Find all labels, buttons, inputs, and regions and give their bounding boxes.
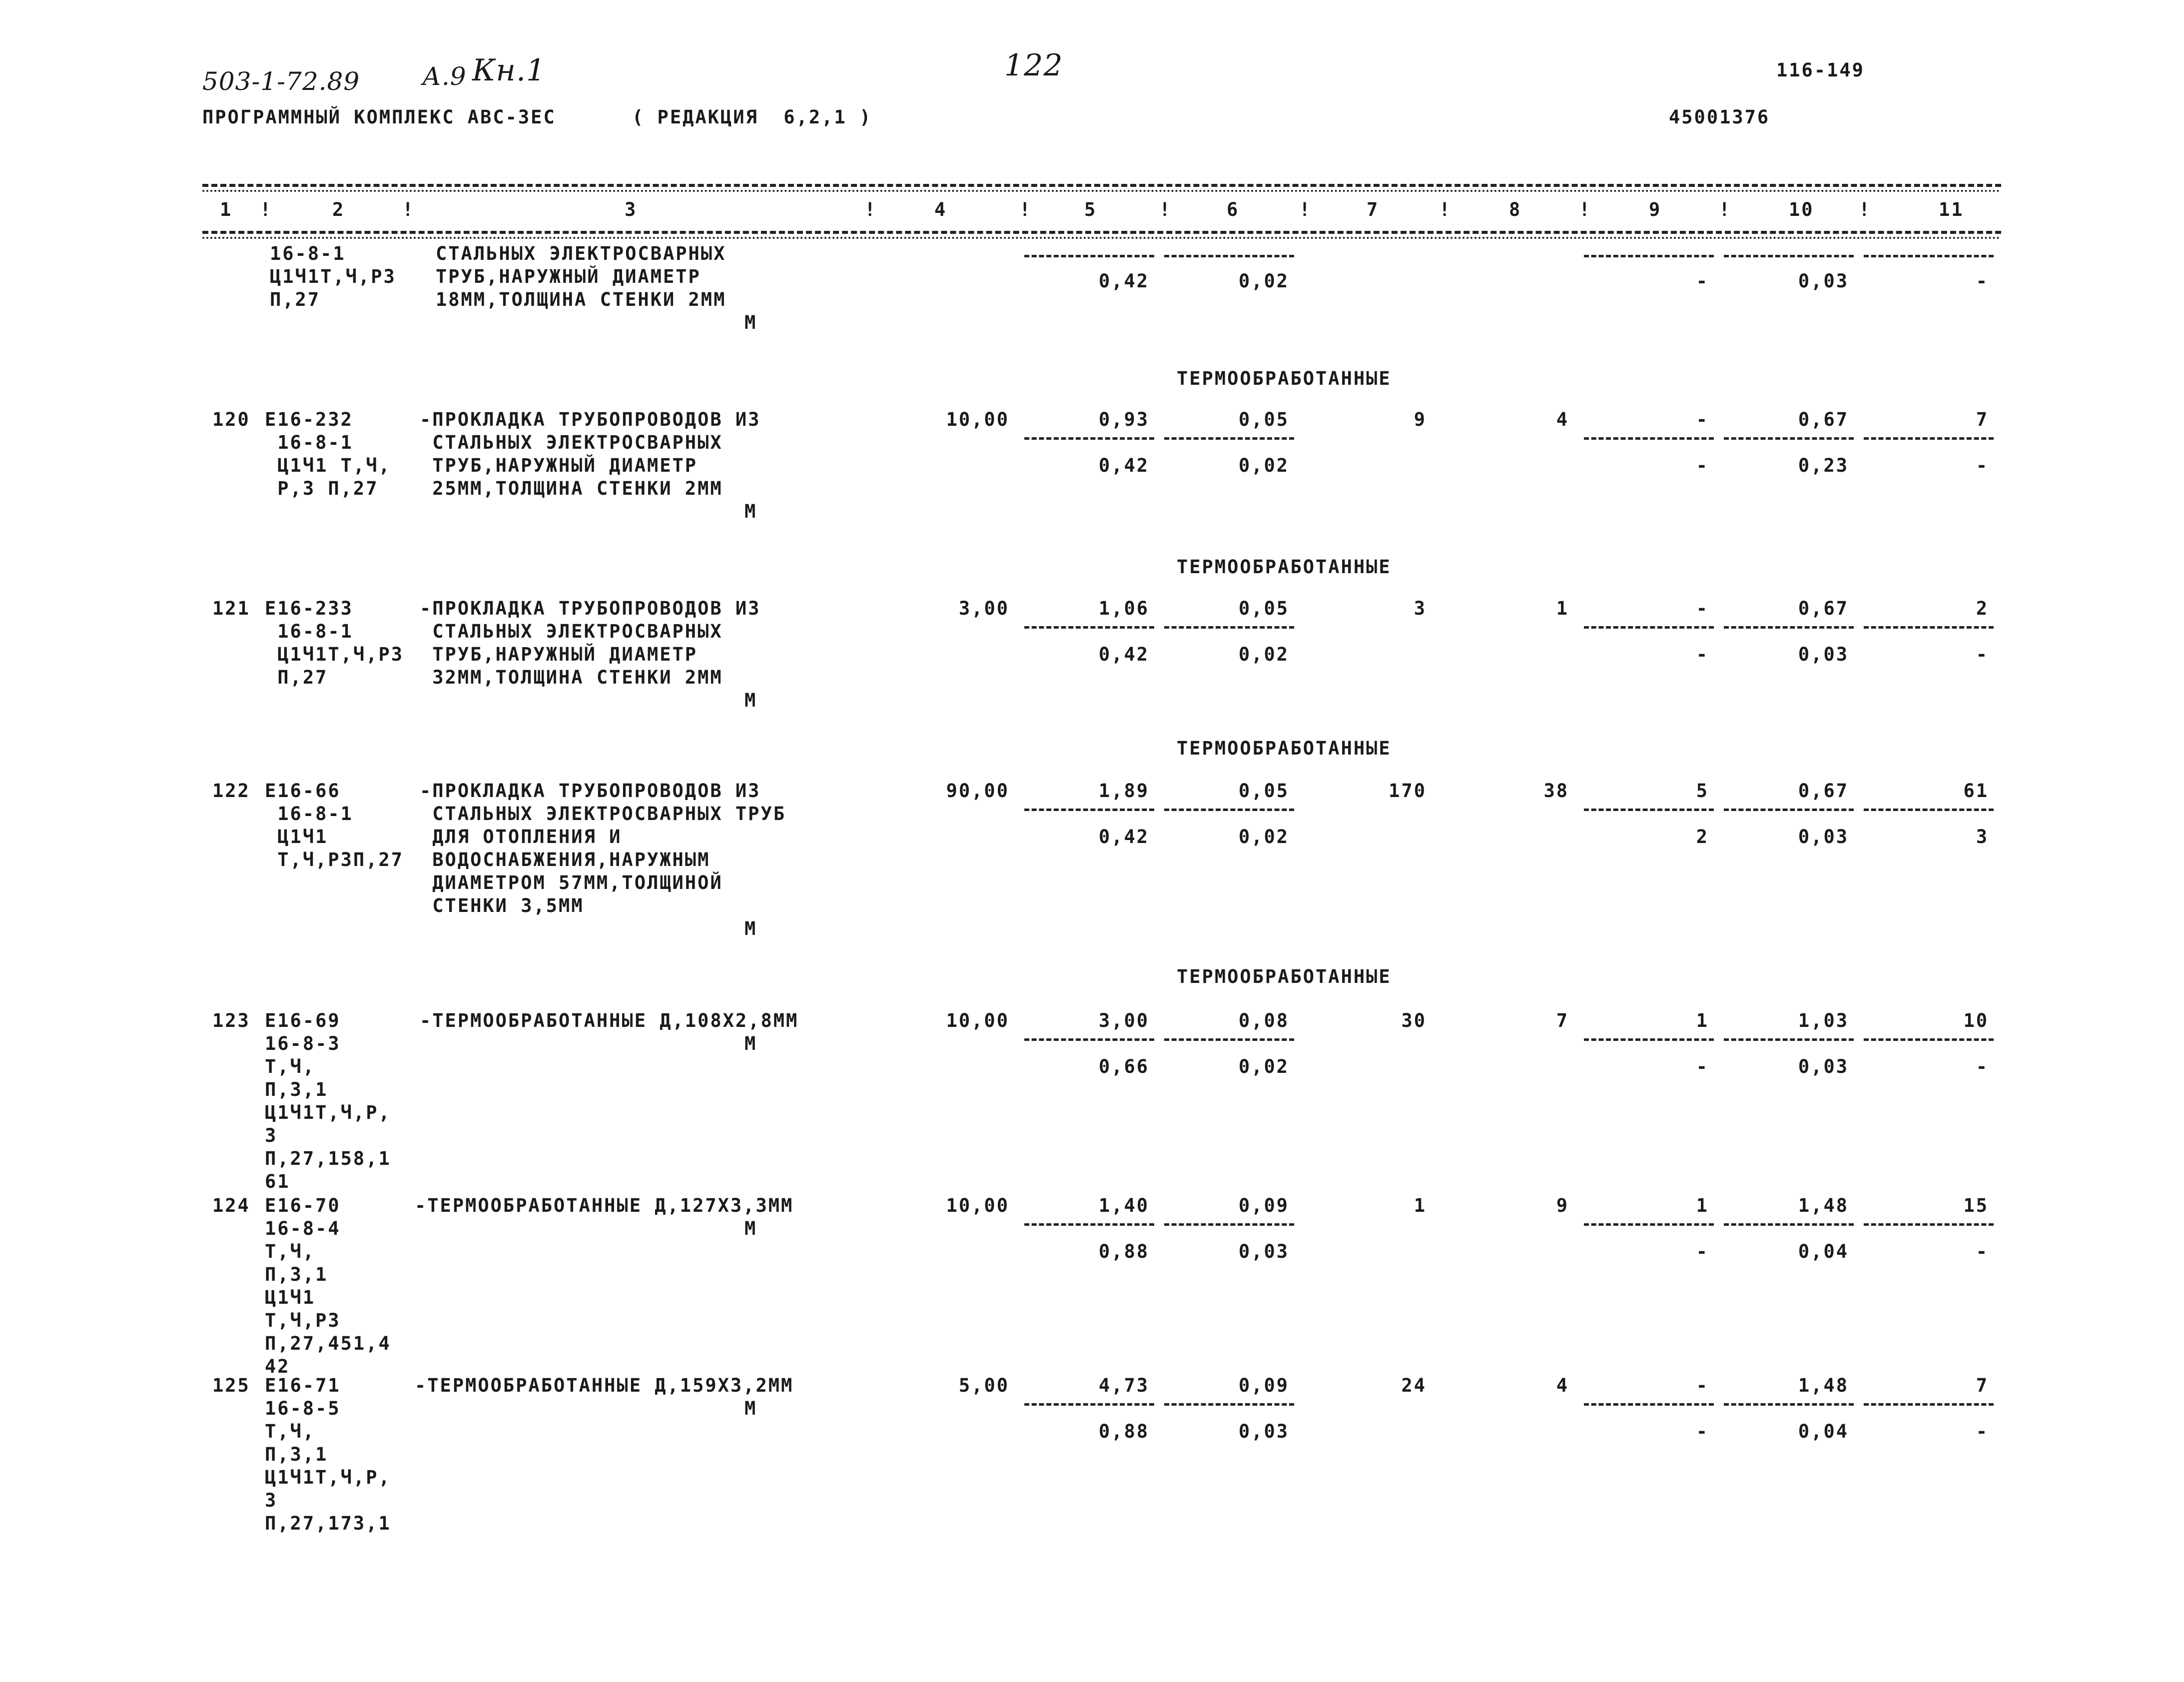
column-header-9: 9 [1649, 199, 1662, 220]
cell-col10: 1,48 [1798, 1195, 1849, 1216]
row-number: 125 [212, 1375, 250, 1396]
column-header-6: 6 [1227, 199, 1240, 220]
fraction-line [1864, 437, 1994, 440]
cell-col10-bottom: 0,03 [1798, 644, 1849, 665]
cell-col11-bottom: - [1976, 644, 1989, 665]
book-label: Кн.1 [472, 53, 546, 88]
cell-col9-bottom: - [1696, 455, 1709, 476]
section-heading: ТЕРМООБРАБОТАННЫЕ [1177, 966, 1392, 987]
fraction-line [1584, 437, 1714, 440]
cell-col7: 1 [1414, 1195, 1427, 1216]
column-separator: ! [1019, 199, 1032, 220]
cell-col8: 4 [1556, 1375, 1569, 1396]
cell-col4: 3,00 [958, 598, 1009, 619]
cell-col7: 24 [1401, 1375, 1427, 1396]
fraction-line [1864, 255, 1994, 257]
table-header-rule-2 [202, 237, 2001, 239]
cell-col11: 2 [1976, 598, 1989, 619]
cell-col11-bottom: - [1976, 1056, 1989, 1077]
fraction-line [1724, 1403, 1854, 1406]
column-separator: ! [1299, 199, 1312, 220]
cell-col6: 0,09 [1238, 1195, 1289, 1216]
row-unit: М [744, 501, 757, 522]
fraction-line [1584, 626, 1714, 629]
cell-col5-bottom: 0,42 [1098, 644, 1149, 665]
row-number: 123 [212, 1010, 250, 1031]
fraction-line [1164, 1038, 1294, 1041]
column-header-7: 7 [1367, 199, 1380, 220]
row-number: 120 [212, 409, 250, 430]
cell-col8: 7 [1556, 1010, 1569, 1031]
cell-col4: 10,00 [946, 409, 1009, 430]
cell-col4: 10,00 [946, 1195, 1009, 1216]
table-top-rule [202, 184, 2001, 187]
cell-col9-bottom: - [1696, 1056, 1709, 1077]
cell-col10-bottom: 0,04 [1798, 1421, 1849, 1442]
fraction-line [1584, 255, 1714, 257]
cell-col9: 1 [1696, 1195, 1709, 1216]
section-heading: ТЕРМООБРАБОТАННЫЕ [1177, 368, 1392, 389]
row-code: Е16-233 16-8-1 Ц1Ч1Т,Ч,Р3 П,27 [265, 598, 404, 688]
fraction-line [1724, 255, 1854, 257]
fraction-line [1024, 255, 1154, 257]
table-top-rule-2 [202, 190, 2001, 192]
column-separator: ! [402, 199, 415, 220]
row-unit: М [744, 1398, 757, 1419]
cell-col9: - [1696, 409, 1709, 430]
cell-col9: - [1696, 1375, 1709, 1396]
fraction-line [1864, 809, 1994, 811]
column-header-1: 1 [220, 199, 233, 220]
cell-col6-bottom: 0,02 [1238, 270, 1289, 292]
fraction-line [1024, 1403, 1154, 1406]
cell-col11-bottom: - [1976, 1241, 1989, 1262]
column-header-8: 8 [1509, 199, 1522, 220]
fraction-line [1164, 1223, 1294, 1226]
cell-col5: 1,89 [1098, 780, 1149, 802]
row-code: Е16-66 16-8-1 Ц1Ч1 Т,Ч,Р3П,27 [265, 780, 404, 870]
doc-code: 503-1-72.89 [202, 67, 360, 96]
fraction-line [1584, 1403, 1714, 1406]
column-separator: ! [1159, 199, 1172, 220]
cell-col9: 1 [1696, 1010, 1709, 1031]
edition-label: ( РЕДАКЦИЯ 6,2,1 ) [632, 106, 872, 128]
row-code: Е16-69 16-8-3 Т,Ч, П,3,1 Ц1Ч1Т,Ч,Р, 3 П,27,158,1 61 [265, 1010, 391, 1192]
fraction-line [1584, 809, 1714, 811]
cell-col11: 7 [1976, 409, 1989, 430]
row-description: -ТЕРМООБРАБОТАННЫЕ Д,127Х3,3ММ [415, 1195, 794, 1216]
column-header-4: 4 [934, 199, 947, 220]
fraction-line [1584, 1223, 1714, 1226]
row-unit: М [744, 312, 757, 333]
row-description: -ПРОКЛАДКА ТРУБОПРОВОДОВ ИЗ СТАЛЬНЫХ ЭЛЕКТРОСВАРНЫХ ТРУБ ДЛЯ ОТОПЛЕНИЯ И ВОДОСНАБЖЕНИЯ,НАРУЖНЫМ ДИАМЕТРОМ 57ММ,ТОЛЩИНОЙ СТЕНКИ 3,5ММ [420, 780, 786, 916]
fraction-line [1024, 437, 1154, 440]
row-code: Е16-71 16-8-5 Т,Ч, П,3,1 Ц1Ч1Т,Ч,Р, 3 П,27,173,1 [265, 1375, 391, 1534]
row-description: СТАЛЬНЫХ ЭЛЕКТРОСВАРНЫХ ТРУБ,НАРУЖНЫЙ ДИАМЕТР 18ММ,ТОЛЩИНА СТЕНКИ 2ММ [436, 243, 727, 310]
cell-col11-bottom: - [1976, 1421, 1989, 1442]
cell-col6-bottom: 0,03 [1238, 1421, 1289, 1442]
row-code: Е16-232 16-8-1 Ц1Ч1 Т,Ч, Р,3 П,27 [265, 409, 391, 499]
cell-col6-bottom: 0,02 [1238, 455, 1289, 476]
cell-col6: 0,05 [1238, 409, 1289, 430]
row-description: -ПРОКЛАДКА ТРУБОПРОВОДОВ ИЗ СТАЛЬНЫХ ЭЛЕКТРОСВАРНЫХ ТРУБ,НАРУЖНЫЙ ДИАМЕТР 32ММ,ТОЛЩИНА СТЕНКИ 2ММ [420, 598, 761, 688]
cell-col10: 0,67 [1798, 409, 1849, 430]
cell-col5-bottom: 0,88 [1098, 1241, 1149, 1262]
row-code: 16-8-1 Ц1Ч1Т,Ч,Р3 П,27 [270, 243, 396, 310]
fraction-line [1724, 626, 1854, 629]
cell-col11: 10 [1963, 1010, 1989, 1031]
page-number: 122 [1004, 48, 1063, 83]
cell-col9: - [1696, 598, 1709, 619]
column-separator: ! [1579, 199, 1592, 220]
row-unit: М [744, 1218, 757, 1239]
cell-col11-bottom: - [1976, 455, 1989, 476]
column-separator: ! [1719, 199, 1732, 220]
column-separator: ! [260, 199, 273, 220]
fraction-line [1864, 1403, 1994, 1406]
cell-col10: 1,03 [1798, 1010, 1849, 1031]
row-number: 121 [212, 598, 250, 619]
cell-col5-bottom: 0,66 [1098, 1056, 1149, 1077]
cell-col9-bottom: - [1696, 1421, 1709, 1442]
column-header-2: 2 [332, 199, 345, 220]
cell-col5: 1,40 [1098, 1195, 1149, 1216]
column-header-10: 10 [1789, 199, 1814, 220]
cell-col7: 9 [1414, 409, 1427, 430]
cell-col5: 3,00 [1098, 1010, 1149, 1031]
cell-col10-bottom: 0,04 [1798, 1241, 1849, 1262]
cell-col6-bottom: 0,02 [1238, 826, 1289, 847]
cell-col7: 30 [1401, 1010, 1427, 1031]
fraction-line [1864, 626, 1994, 629]
cell-col5-bottom: 0,42 [1098, 455, 1149, 476]
cell-col6: 0,09 [1238, 1375, 1289, 1396]
fraction-line [1724, 437, 1854, 440]
cell-col10-bottom: 0,23 [1798, 455, 1849, 476]
column-header-11: 11 [1939, 199, 1964, 220]
row-code: Е16-70 16-8-4 Т,Ч, П,3,1 Ц1Ч1 Т,Ч,Р3 П,27,451,4 42 [265, 1195, 391, 1377]
album-label: А.9 [422, 62, 467, 91]
cell-col9-bottom: - [1696, 1241, 1709, 1262]
cell-col4: 5,00 [958, 1375, 1009, 1396]
cell-col10-bottom: 0,03 [1798, 826, 1849, 847]
cell-col5-bottom: 0,42 [1098, 270, 1149, 292]
cell-col10-bottom: 0,03 [1798, 1056, 1849, 1077]
cell-col11-bottom: 3 [1976, 826, 1989, 847]
row-unit: М [744, 1033, 757, 1054]
row-description: -ТЕРМООБРАБОТАННЫЕ Д,159Х3,2ММ [415, 1375, 794, 1396]
row-unit: М [744, 690, 757, 711]
page-range: 116-149 [1776, 59, 1865, 81]
table-header-rule [202, 231, 2001, 234]
cell-col8: 4 [1556, 409, 1569, 430]
cell-col11: 61 [1963, 780, 1989, 802]
cell-col8: 9 [1556, 1195, 1569, 1216]
cell-col8: 1 [1556, 598, 1569, 619]
fraction-line [1724, 1038, 1854, 1041]
column-header-5: 5 [1084, 199, 1097, 220]
cell-col4: 90,00 [946, 780, 1009, 802]
fraction-line [1864, 1038, 1994, 1041]
fraction-line [1584, 1038, 1714, 1041]
cell-col5-bottom: 0,42 [1098, 826, 1149, 847]
row-description: -ПРОКЛАДКА ТРУБОПРОВОДОВ ИЗ СТАЛЬНЫХ ЭЛЕКТРОСВАРНЫХ ТРУБ,НАРУЖНЫЙ ДИАМЕТР 25ММ,ТОЛЩИНА СТЕНКИ 2ММ [420, 409, 761, 499]
cell-col8: 38 [1543, 780, 1569, 802]
cell-col10: 0,67 [1798, 780, 1849, 802]
section-heading: ТЕРМООБРАБОТАННЫЕ [1177, 556, 1392, 578]
fraction-line [1164, 255, 1294, 257]
cell-col11-bottom: - [1976, 270, 1989, 292]
cell-col10: 0,67 [1798, 598, 1849, 619]
column-header-3: 3 [625, 199, 638, 220]
fraction-line [1164, 1403, 1294, 1406]
fraction-line [1164, 626, 1294, 629]
program-title: ПРОГРАММНЫЙ КОМПЛЕКС АВС-3ЕС [202, 106, 556, 128]
cell-col6: 0,05 [1238, 598, 1289, 619]
fraction-line [1724, 809, 1854, 811]
document-number: 45001376 [1669, 106, 1770, 128]
fraction-line [1164, 437, 1294, 440]
cell-col9: 5 [1696, 780, 1709, 802]
column-separator: ! [864, 199, 877, 220]
column-separator: ! [1439, 199, 1452, 220]
cell-col6: 0,08 [1238, 1010, 1289, 1031]
cell-col7: 170 [1389, 780, 1427, 802]
fraction-line [1024, 626, 1154, 629]
cell-col6: 0,05 [1238, 780, 1289, 802]
fraction-line [1024, 1223, 1154, 1226]
fraction-line [1024, 1038, 1154, 1041]
cell-col6-bottom: 0,02 [1238, 644, 1289, 665]
row-unit: М [744, 918, 757, 939]
column-separator: ! [1859, 199, 1872, 220]
cell-col11: 7 [1976, 1375, 1989, 1396]
row-number: 124 [212, 1195, 250, 1216]
cell-col11: 15 [1963, 1195, 1989, 1216]
cell-col9-bottom: - [1696, 270, 1709, 292]
row-number: 122 [212, 780, 250, 802]
cell-col5: 0,93 [1098, 409, 1149, 430]
cell-col4: 10,00 [946, 1010, 1009, 1031]
cell-col10-bottom: 0,03 [1798, 270, 1849, 292]
cell-col6-bottom: 0,02 [1238, 1056, 1289, 1077]
fraction-line [1024, 809, 1154, 811]
section-heading: ТЕРМООБРАБОТАННЫЕ [1177, 738, 1392, 759]
cell-col5: 4,73 [1098, 1375, 1149, 1396]
fraction-line [1164, 809, 1294, 811]
row-description: -ТЕРМООБРАБОТАННЫЕ Д,108Х2,8ММ [420, 1010, 799, 1031]
cell-col5-bottom: 0,88 [1098, 1421, 1149, 1442]
fraction-line [1864, 1223, 1994, 1226]
cell-col9-bottom: 2 [1696, 826, 1709, 847]
cell-col5: 1,06 [1098, 598, 1149, 619]
cell-col10: 1,48 [1798, 1375, 1849, 1396]
cell-col9-bottom: - [1696, 644, 1709, 665]
fraction-line [1724, 1223, 1854, 1226]
cell-col7: 3 [1414, 598, 1427, 619]
cell-col6-bottom: 0,03 [1238, 1241, 1289, 1262]
